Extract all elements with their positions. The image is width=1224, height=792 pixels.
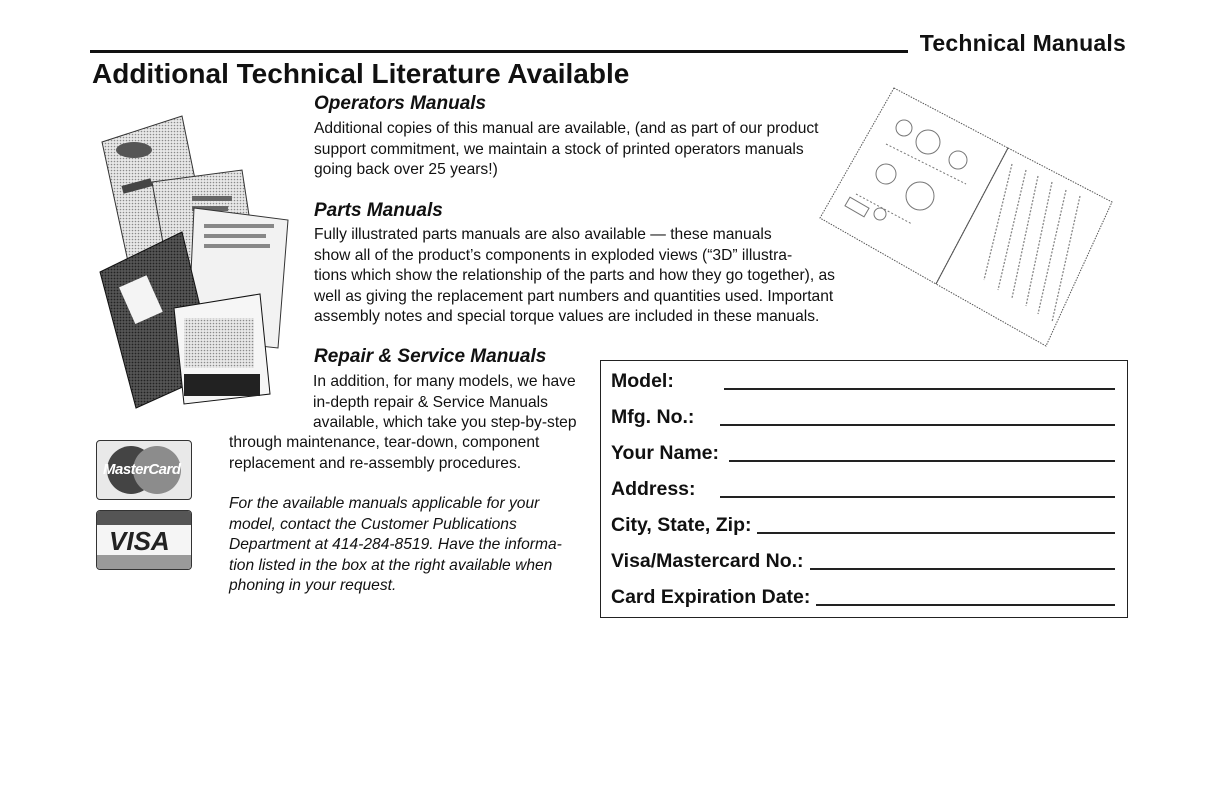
repair-service-manuals-text-cont [229,433,539,474]
text-line: well as giving the replacement part numbers and quantities used. Important [314,287,834,305]
contact-instructions [229,494,562,597]
visa-logo [96,510,192,570]
text-line: Fully illustrated parts manuals are also available — these manuals [314,226,772,243]
text-line: model, contact the Customer Publications [229,515,517,533]
city-state-zip-field[interactable] [757,532,1115,534]
your-name-label: Your Name: [611,442,719,464]
form-row-model [611,369,1115,393]
text-line: going back over 25 years!) [314,161,498,178]
text-line: assembly notes and special torque values are included in these manuals. [314,308,820,325]
visa-wordmark: VISA [109,526,170,556]
text-line: phoning in your request. [229,577,397,594]
text-line: show all of the product’s components in exploded views (“3D” illustra- [314,246,793,264]
parts-manuals-heading: Parts Manuals [314,200,443,221]
form-row-card-expiration [611,585,1115,609]
repair-service-manuals-heading: Repair & Service Manuals [314,346,547,367]
manual-cover-front [174,294,270,404]
city-state-zip-label: City, State, Zip: [611,514,752,536]
manuals-stack-illustration [92,112,298,412]
text-line: support commitment, we maintain a stock of printed operators manuals [314,140,804,158]
address-label: Address: [611,478,696,500]
repair-service-manuals-text [313,372,577,434]
form-row-your-name [611,441,1115,465]
card-number-label: Visa/Mastercard No.: [611,550,804,572]
model-label: Model: [611,370,674,392]
parts-manuals-text [314,225,835,328]
section-title: Technical Manuals [919,30,1126,56]
form-row-mfg-no [611,405,1115,429]
form-row-city-state-zip [611,513,1115,537]
page-title: Additional Technical Literature Available [92,58,630,89]
text-line: Department at 414-284-8519. Have the informa- [229,536,562,553]
mastercard-wordmark: MasterCard [103,461,181,478]
header-rule [90,50,908,53]
form-row-card-number [611,549,1115,573]
card-number-field[interactable] [810,568,1115,570]
text-line: Additional copies of this manual are available, (and as part of our product [314,120,819,137]
text-line: available, which take you step-by-step [313,414,577,431]
open-parts-manual-illustration [816,84,1116,356]
your-name-field[interactable] [729,460,1115,462]
text-line: In addition, for many models, we have [313,373,576,390]
text-line: in-depth repair & Service Manuals [313,393,548,411]
text-line: through maintenance, tear-down, component [229,434,540,451]
text-line: tions which show the relationship of the parts and how they go together), as [314,267,835,284]
model-field[interactable] [724,388,1115,390]
card-expiration-field[interactable] [816,604,1115,606]
operators-manuals-text [314,119,819,181]
order-info-form [600,360,1128,618]
form-row-address [611,477,1115,501]
card-expiration-label: Card Expiration Date: [611,586,811,608]
mastercard-logo [96,440,192,500]
text-line: For the available manuals applicable for your [229,495,540,512]
mfg-no-label: Mfg. No.: [611,406,695,428]
operators-manuals-heading: Operators Manuals [314,93,487,114]
text-line: replacement and re-assembly procedures. [229,454,522,472]
address-field[interactable] [720,496,1115,498]
mfg-no-field[interactable] [720,424,1115,426]
text-line: tion listed in the box at the right available when [229,556,553,574]
